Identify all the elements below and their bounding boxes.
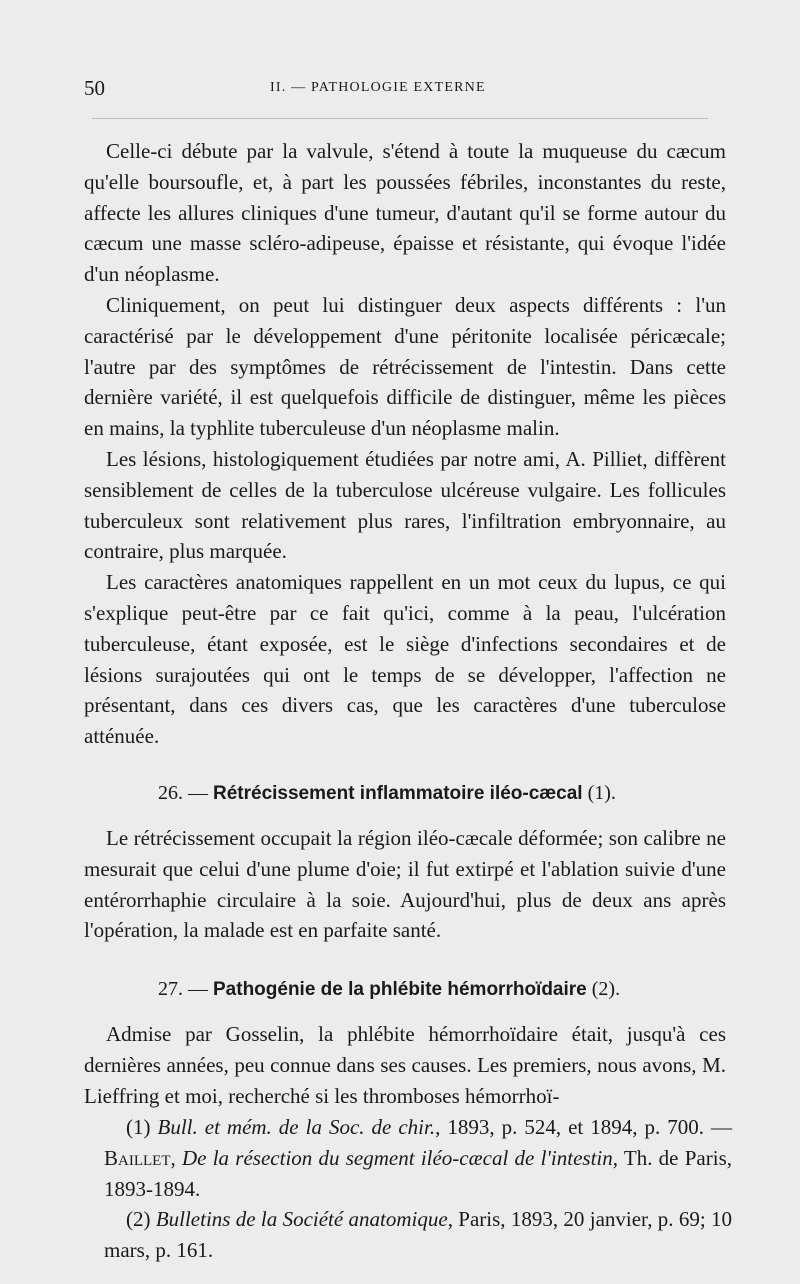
footnotes [104, 1112, 732, 1266]
paragraph-3: Les lésions, histologiquement étudiées par notre ami, A. Pilliet, diffèrent sensiblement de celles de la tuberculose ulcéreuse vulgaire. Les follicules tuberculeux sont relativement plus rares, l'infiltration embryonnaire, au contraire, plus marquée. [84, 446, 726, 564]
section-number-26: 26. — [158, 781, 213, 804]
section-number-27: 27. — [158, 978, 213, 1001]
footnote-1-sep: , [170, 1145, 182, 1170]
section-title-26: Rétrécissement inflammatoire iléo-cæcal [213, 782, 583, 804]
footnote-1-source: Bull. et mém. de la Soc. de chir. [157, 1115, 436, 1139]
paragraph-1: Celle-ci débute par la valvule, s'étend à toute la muqueuse du cæcum qu'elle boursoufle, et, à part les poussées fébriles, inconstantes du reste, affecte les allures cliniques d'une tumeur, d'autant qu'il se forme autour du cæcum une masse scléro-adipeuse, épaisse et résistante, qui évoque l'idée d'un néoplasme. [84, 139, 726, 287]
paragraph-2: Cliniquement, on peut lui distinguer deux aspects différents : l'un caractérisé par le développement d'une péritonite localisée péricæcale; l'autre par des symptômes de rétrécissement de l'intestin. Dans cette dernière variété, il est quelquefois difficile de distinguer, même les pièces en mains, la typhlite tuberculeuse d'un néoplasme malin. [84, 292, 726, 441]
footnote-1 [104, 1112, 732, 1204]
footnote-ref-1: (1). [582, 781, 616, 804]
running-title: II. — PATHOLOGIE EXTERNE [270, 80, 486, 95]
body-text [84, 136, 726, 1112]
section-27-text: Admise par Gosselin, la phlébite hémorrhoïdaire était, jusqu'à ces dernières années, peu connue dans ses causes. Les premiers, nous avons, M. Lieffring et moi, recherché si les thromboses hémorrhoï- [84, 1022, 726, 1108]
footnote-2-pages: , Paris, 1893, 20 janvier, p. 69; 10 mars, p. 161. [104, 1207, 732, 1263]
section-title-27: Pathogénie de la phlébite hémorrhoïdaire [213, 979, 587, 1001]
footnote-2 [104, 1204, 732, 1266]
header-rule [92, 118, 708, 119]
section-26-text: Le rétrécissement occupait la région iléo-cæcale déformée; son calibre ne mesurait que celui d'une plume d'oie; il fut extirpé et l'ablation suivie d'une entérorrhaphie circulaire à la soie. Aujourd'hui, plus de deux ans après l'opération, la malade est en parfaite santé. [84, 825, 726, 943]
footnote-1-author: Baillet [104, 1145, 171, 1170]
footnote-1-thesis-title: De la résection du segment iléo-cæcal de l'intestin, [182, 1145, 618, 1170]
footnote-1-thesis-info: Th. de Paris, 1893-1894. [104, 1145, 732, 1201]
page-header [84, 76, 724, 102]
footnote-2-source: Bulletins de la Société anatomique [155, 1207, 448, 1232]
section-heading-27 [84, 974, 726, 1005]
page-number: 50 [84, 76, 105, 100]
paragraph-4: Les caractères anatomiques rappellent en un mot ceux du lupus, ce qui s'explique peut-être par ce fait qu'ici, comme à la peau, l'ulcération tuberculeuse, étant exposée, est le siège d'infections secondaires et de lésions surajoutées qui ont le temps de se développer, l'affection ne présentant, dans ces divers cas, que les caractères d'une tuberculose atténuée. [84, 570, 726, 749]
section-heading-26 [84, 778, 726, 809]
footnote-ref-2: (2). [586, 978, 621, 1001]
footnote-1-mark: (1) [126, 1115, 158, 1139]
footnote-1-pages: , 1893, p. 524, et 1894, p. 700. — [435, 1115, 732, 1139]
footnote-2-mark: (2) [126, 1207, 156, 1232]
